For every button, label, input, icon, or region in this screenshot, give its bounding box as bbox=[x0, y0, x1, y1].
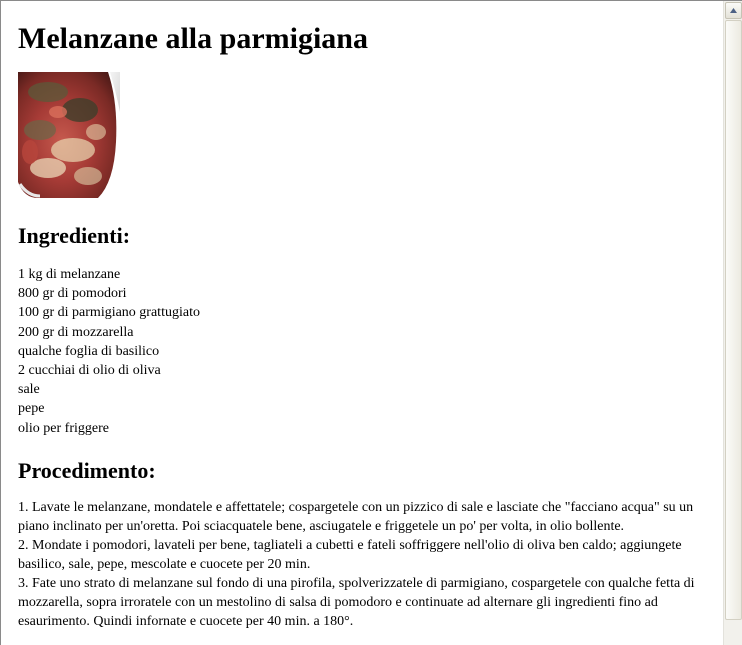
ingredient-item: 800 gr di pomodori bbox=[18, 286, 127, 302]
ingredient-item: qualche foglia di basilico bbox=[18, 343, 160, 359]
scroll-thumb[interactable] bbox=[725, 20, 742, 620]
recipe-photo bbox=[18, 72, 120, 198]
procedure-steps bbox=[18, 498, 718, 631]
ingredient-item: 1 kg di melanzane bbox=[18, 267, 121, 282]
ingredient-item: pepe bbox=[18, 401, 45, 417]
page-content bbox=[1, 1, 723, 645]
scroll-up-button[interactable] bbox=[725, 2, 742, 19]
procedure-heading: Procedimento: bbox=[18, 457, 156, 483]
ingredients-heading: Ingredienti: bbox=[18, 223, 131, 248]
triangle-up-icon bbox=[730, 8, 737, 13]
ingredient-item: 2 cucchiai di olio di oliva bbox=[18, 363, 161, 379]
procedure-step: 1. Lavate le melanzane, mondatele e affettatele; cospargetele con un pizzico di sale e lasciate che "facciano acqua" su un piano inclinato per un'oretta. Poi sciacquatele bene, asciugatele e friggetele un po' per volta, in olio bollente. bbox=[18, 499, 694, 534]
procedure-step: 2. Mondate i pomodori, lavateli per bene, tagliateli a cubetti e fateli soffriggere nell'olio di oliva ben caldo; aggiungete basilico, sale, pepe, mescolate e cuocete per 20 min. bbox=[18, 537, 682, 572]
ingredient-item: olio per friggere bbox=[18, 420, 109, 436]
ingredient-item: 100 gr di parmigiano grattugiato bbox=[18, 305, 200, 321]
scroll-track[interactable] bbox=[725, 20, 742, 645]
ingredients-list bbox=[18, 265, 723, 438]
procedure-step: 3. Fate uno strato di melanzane sul fondo di una pirofila, spolverizzatele di parmigiano, cospargetele con qualche fetta di mozzarella, sopra irroratele con un mestolino di salsa di pomodoro e continuate ad alternare gli ingredienti fino ad esaurimento. Quindi infornate e cuocete per 40 min. a 180°. bbox=[18, 575, 695, 629]
recipe-title: Melanzane alla parmigiana bbox=[18, 22, 368, 55]
ingredient-item: sale bbox=[18, 382, 40, 398]
ingredient-item: 200 gr di mozzarella bbox=[18, 324, 134, 340]
vertical-scrollbar[interactable] bbox=[723, 1, 742, 645]
